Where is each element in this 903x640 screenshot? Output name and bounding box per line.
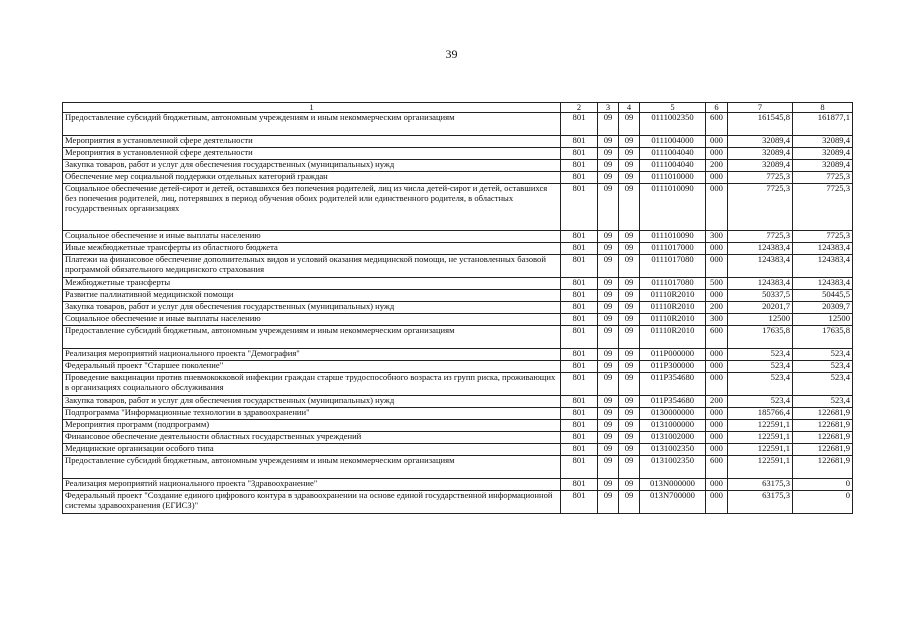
table-row — [63, 255, 853, 278]
table-row — [63, 420, 853, 432]
grbs-code-cell: 801 — [561, 420, 598, 432]
amount-year-1-cell: 124383,4 — [728, 278, 793, 290]
amount-year-2-cell: 7725,3 — [793, 172, 853, 184]
subsection-code-cell: 09 — [619, 479, 640, 491]
section-code-cell: 09 — [598, 136, 619, 148]
target-article-code-cell: 0111017080 — [640, 255, 706, 278]
amount-year-1-cell: 7725,3 — [728, 172, 793, 184]
section-code-cell: 09 — [598, 302, 619, 314]
header-cell: 2 — [561, 103, 598, 113]
grbs-code-cell: 801 — [561, 136, 598, 148]
subsection-code-cell: 09 — [619, 172, 640, 184]
amount-year-2-cell: 523,4 — [793, 373, 853, 396]
amount-year-1-cell: 63175,3 — [728, 479, 793, 491]
amount-year-1-cell: 185766,4 — [728, 408, 793, 420]
subsection-code-cell: 09 — [619, 396, 640, 408]
row-name-cell: Федеральный проект "Создание единого цифрового контура в здравоохранении на основе единой государственной информационной системы здравоохранения (ЕГИСЗ)" — [63, 491, 561, 514]
header-cell: 5 — [640, 103, 706, 113]
amount-year-1-cell: 50337,5 — [728, 290, 793, 302]
row-name-cell: Мероприятия в установленной сфере деятельности — [63, 136, 561, 148]
expense-type-code-cell: 000 — [706, 432, 728, 444]
grbs-code-cell: 801 — [561, 314, 598, 326]
amount-year-2-cell: 124383,4 — [793, 243, 853, 255]
amount-year-1-cell: 124383,4 — [728, 243, 793, 255]
target-article-code-cell: 0111010090 — [640, 184, 706, 231]
grbs-code-cell: 801 — [561, 243, 598, 255]
expense-type-code-cell: 000 — [706, 136, 728, 148]
target-article-code-cell: 01110R2010 — [640, 302, 706, 314]
amount-year-1-cell: 124383,4 — [728, 255, 793, 278]
section-code-cell: 09 — [598, 444, 619, 456]
table-row — [63, 172, 853, 184]
grbs-code-cell: 801 — [561, 373, 598, 396]
expense-type-code-cell: 000 — [706, 408, 728, 420]
amount-year-2-cell: 122681,9 — [793, 432, 853, 444]
grbs-code-cell: 801 — [561, 491, 598, 514]
subsection-code-cell: 09 — [619, 113, 640, 136]
amount-year-1-cell: 32089,4 — [728, 160, 793, 172]
section-code-cell: 09 — [598, 408, 619, 420]
grbs-code-cell: 801 — [561, 396, 598, 408]
amount-year-2-cell: 523,4 — [793, 349, 853, 361]
expense-type-code-cell: 000 — [706, 349, 728, 361]
expense-type-code-cell: 300 — [706, 314, 728, 326]
amount-year-1-cell: 7725,3 — [728, 231, 793, 243]
section-code-cell: 09 — [598, 349, 619, 361]
table-row — [63, 113, 853, 136]
table-row — [63, 373, 853, 396]
subsection-code-cell: 09 — [619, 456, 640, 479]
expense-type-code-cell: 600 — [706, 456, 728, 479]
amount-year-2-cell: 0 — [793, 479, 853, 491]
row-name-cell: Закупка товаров, работ и услуг для обеспечения государственных (муниципальных) нужд — [63, 160, 561, 172]
amount-year-1-cell: 63175,3 — [728, 491, 793, 514]
amount-year-1-cell: 32089,4 — [728, 136, 793, 148]
subsection-code-cell: 09 — [619, 136, 640, 148]
row-name-cell: Реализация мероприятий национального проекта "Здравоохранение" — [63, 479, 561, 491]
subsection-code-cell: 09 — [619, 290, 640, 302]
subsection-code-cell: 09 — [619, 326, 640, 349]
table-row — [63, 444, 853, 456]
section-code-cell: 09 — [598, 314, 619, 326]
target-article-code-cell: 0111004040 — [640, 160, 706, 172]
grbs-code-cell: 801 — [561, 160, 598, 172]
subsection-code-cell: 09 — [619, 373, 640, 396]
section-code-cell: 09 — [598, 373, 619, 396]
target-article-code-cell: 011P354680 — [640, 373, 706, 396]
target-article-code-cell: 013N700000 — [640, 491, 706, 514]
header-cell: 4 — [619, 103, 640, 113]
amount-year-2-cell: 17635,8 — [793, 326, 853, 349]
table-row — [63, 314, 853, 326]
expense-type-code-cell: 200 — [706, 160, 728, 172]
row-name-cell: Предоставление субсидий бюджетным, автономным учреждениям и иным некоммерческим организациям — [63, 456, 561, 479]
grbs-code-cell: 801 — [561, 113, 598, 136]
header-cell: 8 — [793, 103, 853, 113]
table-row — [63, 432, 853, 444]
amount-year-1-cell: 161545,8 — [728, 113, 793, 136]
target-article-code-cell: 0111004040 — [640, 148, 706, 160]
section-code-cell: 09 — [598, 255, 619, 278]
section-code-cell: 09 — [598, 361, 619, 373]
row-name-cell: Закупка товаров, работ и услуг для обеспечения государственных (муниципальных) нужд — [63, 396, 561, 408]
section-code-cell: 09 — [598, 456, 619, 479]
grbs-code-cell: 801 — [561, 349, 598, 361]
target-article-code-cell: 01110R2010 — [640, 314, 706, 326]
row-name-cell: Медицинские организации особого типа — [63, 444, 561, 456]
expense-type-code-cell: 000 — [706, 172, 728, 184]
expense-type-code-cell: 000 — [706, 255, 728, 278]
grbs-code-cell: 801 — [561, 361, 598, 373]
subsection-code-cell: 09 — [619, 160, 640, 172]
table-row — [63, 349, 853, 361]
grbs-code-cell: 801 — [561, 148, 598, 160]
amount-year-1-cell: 20201,7 — [728, 302, 793, 314]
grbs-code-cell: 801 — [561, 456, 598, 479]
table-row — [63, 184, 853, 231]
table-row — [63, 278, 853, 290]
expense-type-code-cell: 000 — [706, 243, 728, 255]
row-name-cell: Мероприятия в установленной сфере деятельности — [63, 148, 561, 160]
expense-type-code-cell: 000 — [706, 420, 728, 432]
amount-year-2-cell: 32089,4 — [793, 148, 853, 160]
amount-year-2-cell: 122681,9 — [793, 420, 853, 432]
amount-year-1-cell: 122591,1 — [728, 420, 793, 432]
section-code-cell: 09 — [598, 290, 619, 302]
expense-type-code-cell: 000 — [706, 184, 728, 231]
amount-year-2-cell: 12500 — [793, 314, 853, 326]
row-name-cell: Межбюджетные трансферты — [63, 278, 561, 290]
amount-year-1-cell: 523,4 — [728, 373, 793, 396]
grbs-code-cell: 801 — [561, 255, 598, 278]
section-code-cell: 09 — [598, 243, 619, 255]
header-cell: 3 — [598, 103, 619, 113]
grbs-code-cell: 801 — [561, 326, 598, 349]
amount-year-2-cell: 50445,5 — [793, 290, 853, 302]
subsection-code-cell: 09 — [619, 278, 640, 290]
expense-type-code-cell: 000 — [706, 290, 728, 302]
amount-year-2-cell: 122681,9 — [793, 456, 853, 479]
row-name-cell: Реализация мероприятий национального проекта "Демография" — [63, 349, 561, 361]
row-name-cell: Федеральный проект "Старшее поколение" — [63, 361, 561, 373]
row-name-cell: Финансовое обеспечение деятельности областных государственных учреждений — [63, 432, 561, 444]
grbs-code-cell: 801 — [561, 432, 598, 444]
target-article-code-cell: 0111010000 — [640, 172, 706, 184]
subsection-code-cell: 09 — [619, 361, 640, 373]
target-article-code-cell: 0111017000 — [640, 243, 706, 255]
amount-year-1-cell: 122591,1 — [728, 444, 793, 456]
amount-year-1-cell: 32089,4 — [728, 148, 793, 160]
subsection-code-cell: 09 — [619, 243, 640, 255]
target-article-code-cell: 011P354680 — [640, 396, 706, 408]
expense-type-code-cell: 000 — [706, 148, 728, 160]
table-row — [63, 243, 853, 255]
amount-year-2-cell: 161877,1 — [793, 113, 853, 136]
amount-year-1-cell: 122591,1 — [728, 456, 793, 479]
page-number: 39 — [445, 47, 458, 61]
amount-year-2-cell: 122681,9 — [793, 408, 853, 420]
amount-year-1-cell: 12500 — [728, 314, 793, 326]
amount-year-2-cell: 32089,4 — [793, 136, 853, 148]
table-row — [63, 491, 853, 514]
amount-year-1-cell: 122591,1 — [728, 432, 793, 444]
table-row — [63, 231, 853, 243]
expense-type-code-cell: 200 — [706, 302, 728, 314]
section-code-cell: 09 — [598, 148, 619, 160]
target-article-code-cell: 01110R2010 — [640, 290, 706, 302]
section-code-cell: 09 — [598, 432, 619, 444]
section-code-cell: 09 — [598, 479, 619, 491]
section-code-cell: 09 — [598, 278, 619, 290]
section-code-cell: 09 — [598, 231, 619, 243]
section-code-cell: 09 — [598, 420, 619, 432]
header-cell: 7 — [728, 103, 793, 113]
table-row — [63, 396, 853, 408]
table-header — [63, 103, 853, 113]
grbs-code-cell: 801 — [561, 444, 598, 456]
table-row — [63, 160, 853, 172]
section-code-cell: 09 — [598, 160, 619, 172]
row-name-cell: Социальное обеспечение и иные выплаты населению — [63, 314, 561, 326]
expense-type-code-cell: 000 — [706, 444, 728, 456]
grbs-code-cell: 801 — [561, 184, 598, 231]
row-name-cell: Подпрограмма "Информационные технологии в здравоохранении" — [63, 408, 561, 420]
amount-year-2-cell: 0 — [793, 491, 853, 514]
target-article-code-cell: 0131002350 — [640, 456, 706, 479]
row-name-cell: Мероприятия программ (подпрограмм) — [63, 420, 561, 432]
expense-type-code-cell: 200 — [706, 396, 728, 408]
table-row — [63, 479, 853, 491]
subsection-code-cell: 09 — [619, 408, 640, 420]
section-code-cell: 09 — [598, 396, 619, 408]
subsection-code-cell: 09 — [619, 302, 640, 314]
header-row — [63, 103, 853, 113]
table-row — [63, 302, 853, 314]
amount-year-2-cell: 20309,7 — [793, 302, 853, 314]
amount-year-2-cell: 124383,4 — [793, 255, 853, 278]
subsection-code-cell: 09 — [619, 231, 640, 243]
expense-type-code-cell: 000 — [706, 373, 728, 396]
section-code-cell: 09 — [598, 172, 619, 184]
row-name-cell: Иные межбюджетные трансферты из областного бюджета — [63, 243, 561, 255]
target-article-code-cell: 0111002350 — [640, 113, 706, 136]
target-article-code-cell: 0130000000 — [640, 408, 706, 420]
subsection-code-cell: 09 — [619, 491, 640, 514]
subsection-code-cell: 09 — [619, 184, 640, 231]
expense-type-code-cell: 000 — [706, 361, 728, 373]
row-name-cell: Предоставление субсидий бюджетным, автономным учреждениям и иным некоммерческим организациям — [63, 326, 561, 349]
section-code-cell: 09 — [598, 113, 619, 136]
amount-year-2-cell: 122681,9 — [793, 444, 853, 456]
header-cell: 1 — [63, 103, 561, 113]
expense-type-code-cell: 600 — [706, 326, 728, 349]
amount-year-1-cell: 523,4 — [728, 396, 793, 408]
subsection-code-cell: 09 — [619, 349, 640, 361]
grbs-code-cell: 801 — [561, 172, 598, 184]
amount-year-2-cell: 7725,3 — [793, 184, 853, 231]
section-code-cell: 09 — [598, 184, 619, 231]
row-name-cell: Проведение вакцинации против пневмококковой инфекции граждан старше трудоспособного возраста из групп риска, проживающих в организациях социального обслуживания — [63, 373, 561, 396]
subsection-code-cell: 09 — [619, 148, 640, 160]
amount-year-2-cell: 7725,3 — [793, 231, 853, 243]
subsection-code-cell: 09 — [619, 255, 640, 278]
table-row — [63, 408, 853, 420]
section-code-cell: 09 — [598, 326, 619, 349]
row-name-cell: Обеспечение мер социальной поддержки отдельных категорий граждан — [63, 172, 561, 184]
target-article-code-cell: 013N000000 — [640, 479, 706, 491]
subsection-code-cell: 09 — [619, 432, 640, 444]
subsection-code-cell: 09 — [619, 314, 640, 326]
amount-year-1-cell: 523,4 — [728, 349, 793, 361]
budget-table — [62, 102, 853, 514]
grbs-code-cell: 801 — [561, 479, 598, 491]
grbs-code-cell: 801 — [561, 278, 598, 290]
expense-type-code-cell: 000 — [706, 479, 728, 491]
expense-type-code-cell: 000 — [706, 491, 728, 514]
table-row — [63, 361, 853, 373]
expense-type-code-cell: 300 — [706, 231, 728, 243]
expense-type-code-cell: 600 — [706, 113, 728, 136]
grbs-code-cell: 801 — [561, 290, 598, 302]
expense-type-code-cell: 500 — [706, 278, 728, 290]
target-article-code-cell: 011P000000 — [640, 349, 706, 361]
table-row — [63, 136, 853, 148]
row-name-cell: Социальное обеспечение и иные выплаты населению — [63, 231, 561, 243]
amount-year-1-cell: 7725,3 — [728, 184, 793, 231]
grbs-code-cell: 801 — [561, 231, 598, 243]
amount-year-2-cell: 523,4 — [793, 396, 853, 408]
target-article-code-cell: 0111010090 — [640, 231, 706, 243]
header-cell: 6 — [706, 103, 728, 113]
section-code-cell: 09 — [598, 491, 619, 514]
target-article-code-cell: 01110R2010 — [640, 326, 706, 349]
target-article-code-cell: 0111004000 — [640, 136, 706, 148]
amount-year-2-cell: 523,4 — [793, 361, 853, 373]
row-name-cell: Социальное обеспечение детей-сирот и детей, оставшихся без попечения родителей, лиц из числа детей-сирот и детей, оставшихся без попечения родителей, лиц, потерявших в период обучения обоих родителей или единственного родителя, в областных государственных организациях — [63, 184, 561, 231]
target-article-code-cell: 0111017080 — [640, 278, 706, 290]
amount-year-2-cell: 32089,4 — [793, 160, 853, 172]
target-article-code-cell: 011P300000 — [640, 361, 706, 373]
target-article-code-cell: 0131000000 — [640, 420, 706, 432]
table-row — [63, 148, 853, 160]
grbs-code-cell: 801 — [561, 408, 598, 420]
table-body — [63, 113, 853, 514]
row-name-cell: Развитие паллиативной медицинской помощи — [63, 290, 561, 302]
amount-year-1-cell: 17635,8 — [728, 326, 793, 349]
amount-year-2-cell: 124383,4 — [793, 278, 853, 290]
row-name-cell: Закупка товаров, работ и услуг для обеспечения государственных (муниципальных) нужд — [63, 302, 561, 314]
target-article-code-cell: 0131002350 — [640, 444, 706, 456]
table-row — [63, 456, 853, 479]
subsection-code-cell: 09 — [619, 444, 640, 456]
row-name-cell: Платежи на финансовое обеспечение дополнительных видов и условий оказания медицинской помощи, не установленных базовой программой обязательного медицинского страхования — [63, 255, 561, 278]
target-article-code-cell: 0131002000 — [640, 432, 706, 444]
row-name-cell: Предоставление субсидий бюджетным, автономным учреждениям и иным некоммерческим организациям — [63, 113, 561, 136]
table-row — [63, 290, 853, 302]
amount-year-1-cell: 523,4 — [728, 361, 793, 373]
grbs-code-cell: 801 — [561, 302, 598, 314]
subsection-code-cell: 09 — [619, 420, 640, 432]
table-row — [63, 326, 853, 349]
